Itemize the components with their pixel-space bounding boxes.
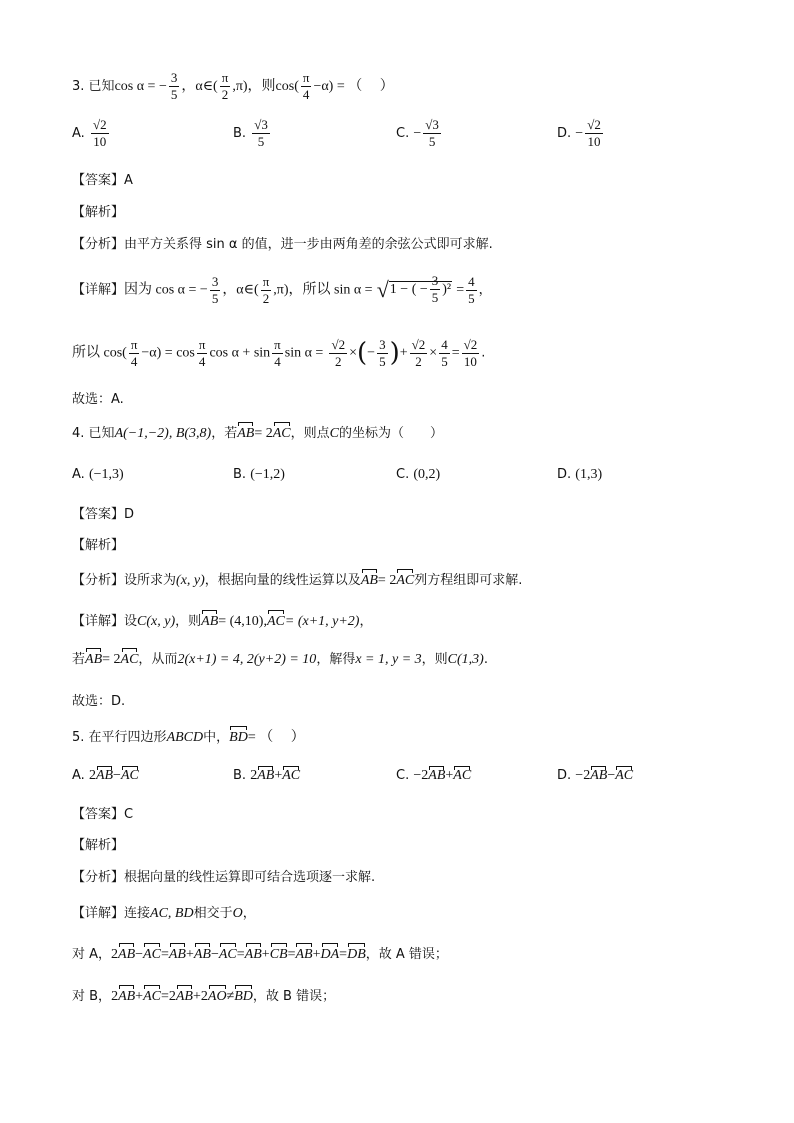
q3-frac-3-5: $\frac{3}{5}$ [170,70,178,102]
q3-range: ，α∈( [181,79,218,94]
q4-option-a[interactable]: A. (−1,3) [72,467,124,482]
q3-answer: 【答案】A [72,173,133,188]
vector-bd: BD [229,728,248,748]
q4-conclusion: 故选：D. [72,694,126,709]
vector-ab: AB [237,424,254,444]
q5-option-d[interactable]: D. −2AB−AC [557,768,634,783]
q5-option-a[interactable]: A. 2AB−AC [72,768,139,783]
q3-frac-pi-2: $\frac{\pi}{2}$ [221,70,229,102]
q3-conclusion: 故选：A. [72,392,124,407]
q3-option-b[interactable]: B. $\frac{√3}{5}$ [233,117,268,149]
q3-frac-pi-4: $\frac{\pi}{4}$ [302,70,310,102]
q4-stem: 4. 已知A(−1,−2), B(3,8)，若AB= 2AC，则点C的坐标为（ ） [72,424,443,444]
q4-option-b[interactable]: B. (−1,2) [233,467,285,482]
q4-analysis-tag: 【解析】 [72,538,125,553]
q4-xiangjie-1: 【详解】设C(x, y)，则AB= (4,10),AC= (x+1, y+2)， [72,612,372,632]
q3-analysis-tag: 【解析】 [72,205,125,220]
q5-option-c[interactable]: C. −2AB+AC [396,768,472,783]
q4-fenxi: 【分析】设所求为(x, y)，根据向量的线性运算以及AB= 2AC列方程组即可求解. [72,571,522,591]
q3-sqrt-body: 1 − ( − $\frac{3}{5}$ )² [389,273,452,306]
q4-xiangjie-2: 若AB= 2AC，从而2(x+1) = 4, 2(y+2) = 10，解得x = 1, y = 3，则C(1,3). [72,650,488,670]
q5-stem: 5. 在平行四边形ABCD中，BD= （ ） [72,728,305,748]
q5-option-b[interactable]: B. 2AB+AC [233,768,301,783]
q3-minus-alpha: −α) = （ ） [313,79,394,94]
q5-answer: 【答案】C [72,807,134,822]
sqrt-sign: √ [376,277,389,302]
q3-number: 3. [72,79,85,94]
q3-xiangjie-2: 所以 cos( $\frac{\pi}{4}$ −α) = cos $\frac{\pi}{4}$ cos α + sin $\frac{\pi}{4}$ sin α = $\frac{√2}{2}$ ×(− $\frac{3}{5}$ )+ $\frac{√2}{2}$ × $\frac{4}{5}$ = $\frac{√2}{10}$ . [72,336,486,369]
q4-answer: 【答案】D [72,507,135,522]
q3-option-c[interactable]: C. − $\frac{√3}{5}$ [396,117,439,149]
q3-stem-prefix: 已知 [88,79,115,94]
q5-analysis-tag: 【解析】 [72,838,125,853]
q3-range-end: ,π)，则cos( [232,79,299,94]
q3-option-a[interactable]: A. $\frac{√2}{10}$ [72,117,107,149]
q4-option-c[interactable]: C. (0,2) [396,467,441,482]
q3-given: cos α = − [114,79,167,94]
q5-line-b: 对 B，2AB+AC=2AB+2AO≠BD，故 B 错误； [72,987,335,1007]
q5-xiangjie-1: 【详解】连接AC, BD相交于O， [72,906,256,921]
q5-line-a: 对 A，2AB−AC=AB+AB−AC=AB+CB=AB+DA=DB，故 A 错误； [72,945,448,965]
q3-fenxi: 【分析】由平方关系得 sin α 的值，进一步由两角差的余弦公式即可求解. [72,237,493,252]
q4-option-d[interactable]: D. (1,3) [557,467,603,482]
q3-option-d[interactable]: D. − $\frac{√2}{10}$ [557,117,601,149]
q3-xiangjie-1: 【详解】因为 cos α = − $\frac{3}{5}$ ，α∈( $\frac{\pi}{2}$ ,π)，所以 sin α = √1 − ( − $\frac{3}{5}$ )² = $\frac{4}{5}$ ， [72,273,492,306]
q3-stem [72,70,394,103]
vector-ac: AC [273,424,291,444]
q5-fenxi: 【分析】根据向量的线性运算即可结合选项逐一求解. [72,870,376,885]
